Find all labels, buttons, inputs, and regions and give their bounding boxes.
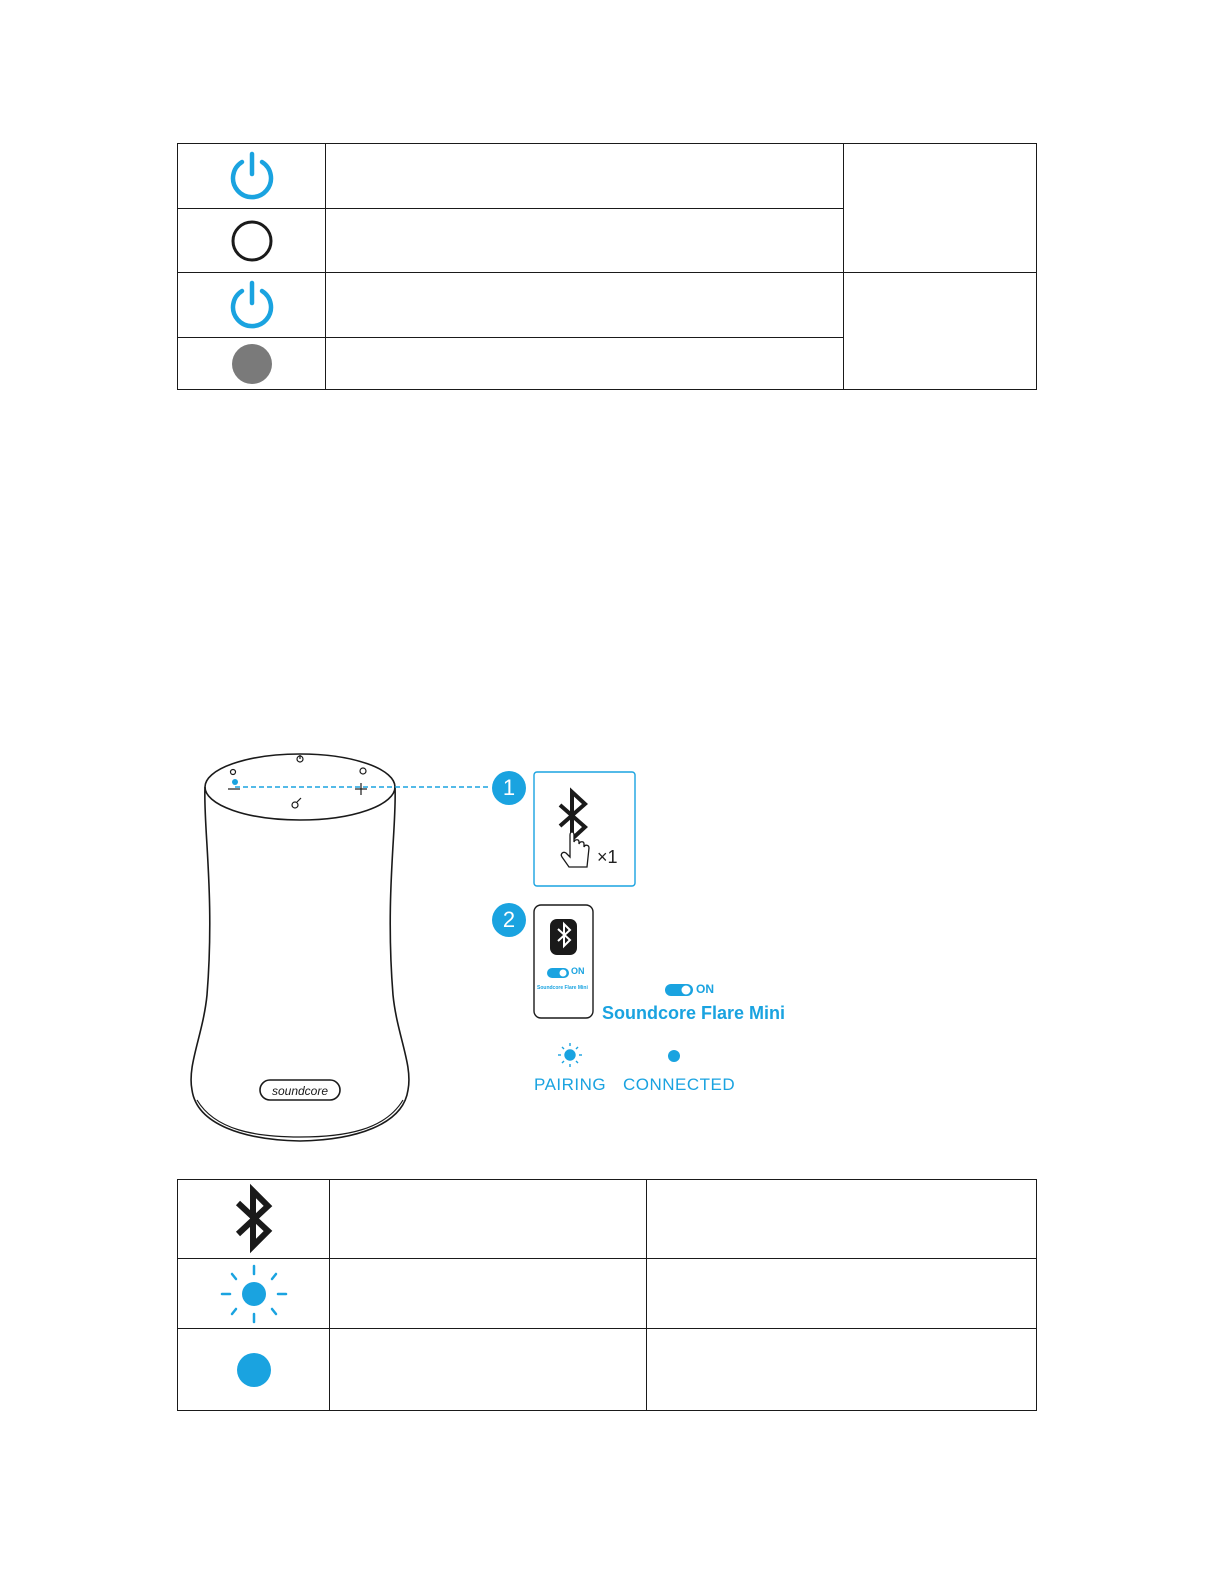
- connected-indicator-cell: [178, 1329, 330, 1411]
- step-2-badge: 2: [492, 903, 526, 937]
- toggle-on-label: ON: [696, 982, 714, 996]
- blinking-dot-icon: [218, 1263, 290, 1325]
- power-led-table: [177, 143, 1037, 390]
- bt-row-1-state: [330, 1180, 647, 1259]
- device-name-small: Soundcore Flare Mini: [537, 985, 588, 991]
- pairing-caption: PAIRING: [534, 1075, 607, 1094]
- power-icon: [226, 150, 278, 202]
- bluetooth-status-table: [177, 1179, 1037, 1411]
- power-group-1-action: [844, 144, 1037, 273]
- bt-row-3-description: [647, 1329, 1037, 1411]
- power-indicator-cell-2: [178, 273, 326, 338]
- device-name: Soundcore Flare Mini: [602, 1003, 786, 1023]
- pairing-illustration: [185, 745, 805, 1150]
- power-row-4-description: [326, 338, 844, 390]
- power-group-2-action: [844, 273, 1037, 390]
- solid-blue-dot-icon: [234, 1350, 274, 1390]
- pairing-indicator-cell: [178, 1259, 330, 1329]
- bt-row-2-state: [330, 1259, 647, 1329]
- toggle-on-small-label: ON: [571, 966, 585, 976]
- bt-row-3-state: [330, 1329, 647, 1411]
- bt-row-2-description: [647, 1259, 1037, 1329]
- grey-dot-icon: [230, 342, 274, 386]
- power-icon: [226, 279, 278, 331]
- power-on-indicator-cell: [178, 144, 326, 209]
- svg-text:soundcore: soundcore: [271, 1084, 329, 1098]
- bluetooth-icon: [232, 1183, 276, 1255]
- bluetooth-icon-cell: [178, 1180, 330, 1259]
- connected-dot-icon: [668, 1050, 680, 1062]
- off-indicator-cell: [178, 209, 326, 273]
- top-buttons: [228, 755, 367, 808]
- press-count-label: ×1: [597, 847, 618, 867]
- connected-caption: CONNECTED: [623, 1075, 736, 1094]
- top-led: [232, 779, 238, 785]
- power-row-2-description: [326, 209, 844, 273]
- bt-row-1-description: [647, 1180, 1037, 1259]
- ring-icon: [228, 217, 276, 265]
- power-row-1-description: [326, 144, 844, 209]
- grey-led-cell: [178, 338, 326, 390]
- pairing-dot-icon: [558, 1043, 582, 1067]
- step-1-badge: 1: [492, 771, 526, 805]
- power-row-3-description: [326, 273, 844, 338]
